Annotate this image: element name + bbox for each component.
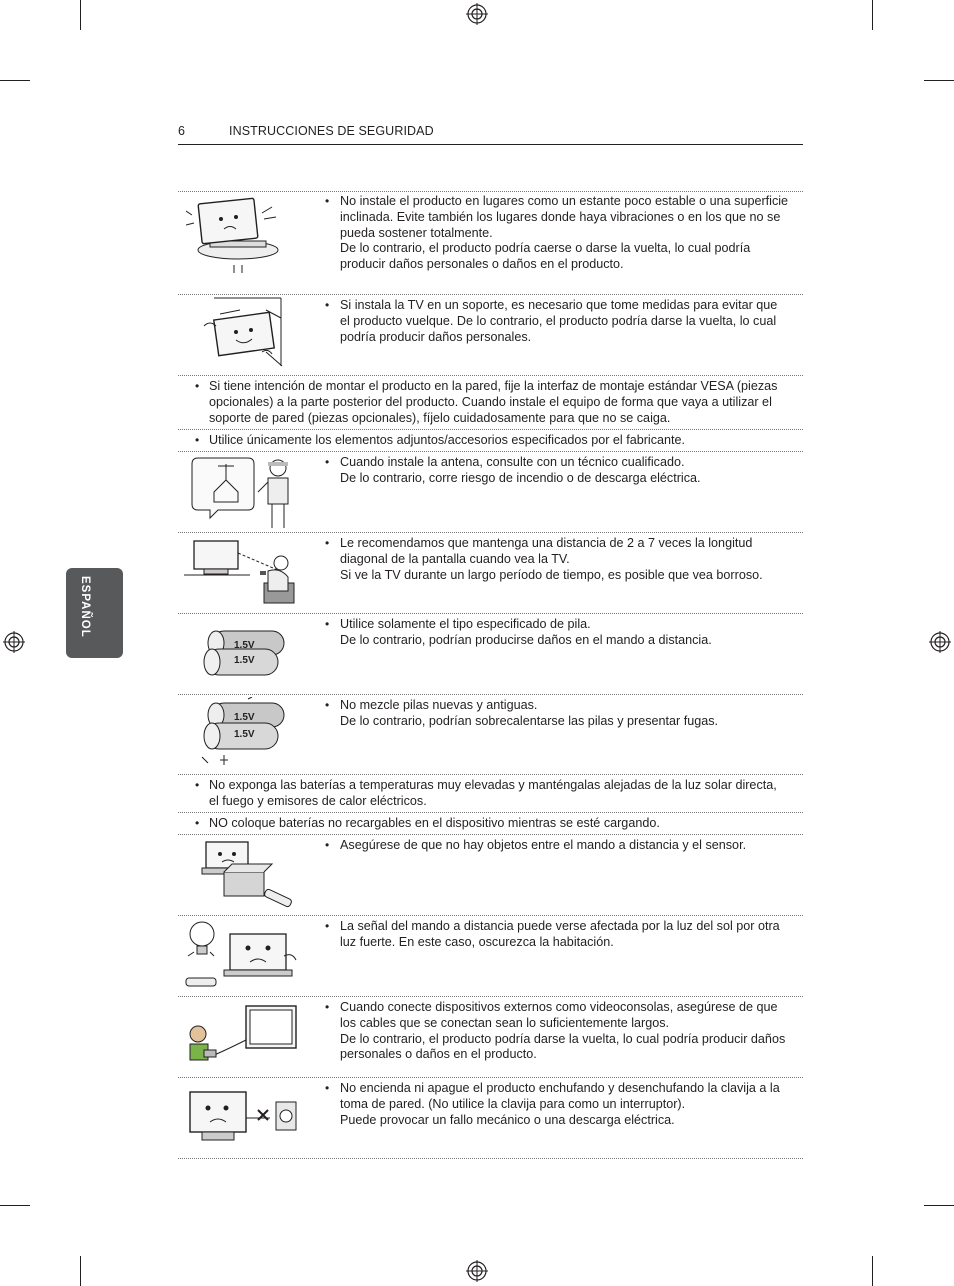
bullet: •	[325, 838, 330, 852]
row-divider	[178, 694, 803, 695]
language-tab-label: ESPAÑOL	[79, 576, 91, 638]
registration-mark-icon	[3, 631, 25, 653]
row-divider	[178, 996, 803, 997]
safety-item-text: Utilice únicamente los elementos adjuntos/accesorios especificados por el fabricante.	[209, 433, 686, 447]
bullet: •	[325, 698, 330, 712]
language-tab	[66, 568, 123, 658]
row-divider	[178, 1158, 803, 1159]
game-console-cable-icon	[184, 1000, 300, 1070]
technician-antenna-icon	[188, 452, 296, 532]
battery-label: 1.5V	[234, 640, 255, 651]
safety-item-text: Si tiene intención de montar el producto en la pared, fije la interfaz de montaje estándar VESA (piezas opcionales) a la parte posterior del producto. Cuando instale el equipo de forma que vaya a utilizar el soporte de pared (piezas opcionales), fíjelo cuidadosamente para que no se caiga.	[209, 379, 778, 425]
bullet: •	[325, 919, 330, 933]
item-line: Cuando instale la antena, consulte con un técnico cualificado.	[340, 455, 685, 469]
page-number: 6	[178, 124, 185, 138]
item-line: Le recomendamos que mantenga una distancia de 2 a 7 veces la longitud diagonal de la pantalla cuando vea la TV.	[340, 536, 753, 566]
bullet: •	[325, 455, 330, 469]
item-line: Puede provocar un fallo mecánico o una descarga eléctrica.	[340, 1112, 675, 1127]
item-line: No instale el producto en lugares como un estante poco estable o una superficie inclinada. Evite también los lugares donde haya vibraciones o en los que no se pueda sostener totalmente.	[340, 194, 789, 240]
section-title: INSTRUCCIONES DE SEGURIDAD	[229, 124, 434, 138]
item-line: Utilice solamente el tipo especificado de pila.	[340, 617, 591, 631]
bullet: •	[195, 379, 200, 393]
row-divider	[178, 375, 803, 376]
item-line: De lo contrario, podrían sobrecalentarse las pilas y presentar fugas.	[340, 713, 719, 728]
row-divider	[178, 834, 803, 835]
item-line: De lo contrario, el producto podría caerse o darse la vuelta, lo cual podría producir daños personales o daños en el producto.	[340, 241, 751, 272]
battery-label: 1.5V	[234, 712, 255, 723]
crop-mark	[872, 1256, 873, 1286]
safety-item-text	[340, 617, 790, 649]
bullet: •	[325, 1081, 330, 1095]
safety-item-text: Asegúrese de que no hay objetos entre el mando a distancia y el sensor.	[340, 838, 747, 852]
safety-item-text	[340, 698, 790, 730]
bullet: •	[195, 778, 200, 792]
row-divider	[178, 812, 803, 813]
batteries-old-new-icon	[196, 697, 290, 769]
bullet: •	[325, 1000, 330, 1014]
safety-item-text: No exponga las baterías a temperaturas muy elevadas y manténgalas alejadas de la luz solar directa, el fuego y emisores de calor eléctricos.	[209, 778, 777, 808]
item-line: No mezcle pilas nuevas y antiguas.	[340, 698, 538, 712]
battery-label: 1.5V	[234, 655, 255, 666]
item-line: Cuando conecte dispositivos externos como videoconsolas, asegúrese de que los cables que se conectan sean lo suficientemente largos.	[340, 1000, 778, 1030]
bullet: •	[325, 617, 330, 631]
tv-on-unstable-shelf-icon	[186, 193, 296, 275]
safety-item-text	[340, 1000, 790, 1063]
row-divider	[178, 429, 803, 430]
safety-item-text	[340, 194, 790, 273]
tv-secured-to-wall-icon	[196, 296, 296, 374]
crop-mark	[80, 0, 81, 30]
item-line: De lo contrario, corre riesgo de incendio o de descarga eléctrica.	[340, 470, 701, 485]
crop-mark	[924, 1205, 954, 1206]
viewer-distance-icon	[184, 533, 299, 611]
header-rule	[178, 144, 803, 145]
item-line: De lo contrario, podrían producirse daños en el mando a distancia.	[340, 632, 712, 647]
bullet: •	[325, 298, 330, 312]
safety-item-text: NO coloque baterías no recargables en el dispositivo mientras se esté cargando.	[209, 816, 660, 830]
crop-mark	[0, 1205, 30, 1206]
battery-label: 1.5V	[234, 729, 255, 740]
item-line: No encienda ni apague el producto enchufando y desenchufando la clavija a la toma de pared. (No utilice la clavija para como un interruptor).	[340, 1081, 780, 1111]
item-line: De lo contrario, el producto podría darse la vuelta, lo cual podría producir daños personales o daños en el producto.	[340, 1031, 786, 1062]
row-divider	[178, 191, 803, 192]
row-divider	[178, 774, 803, 775]
row-divider	[178, 1077, 803, 1078]
registration-mark-icon	[929, 631, 951, 653]
remote-bright-light-icon	[184, 916, 300, 994]
bullet: •	[325, 536, 330, 550]
safety-item-text	[340, 536, 790, 583]
safety-item-text: Si instala la TV en un soporte, es necesario que tome medidas para evitar que el producto vuelque. De lo contrario, el producto podría darse la vuelta, lo cual podría producir daños personales.	[340, 298, 778, 344]
safety-item-text: La señal del mando a distancia puede verse afectada por la luz del sol por otra luz fuerte. En este caso, oscurezca la habitación.	[340, 919, 780, 949]
bullet: •	[195, 433, 200, 447]
registration-mark-icon	[466, 1260, 488, 1282]
batteries-icon	[200, 625, 290, 683]
crop-mark	[80, 1256, 81, 1286]
item-line: Si ve la TV durante un largo período de tiempo, es posible que vea borroso.	[340, 567, 763, 582]
row-divider	[178, 294, 803, 295]
crop-mark	[872, 0, 873, 30]
registration-mark-icon	[466, 3, 488, 25]
crop-mark	[0, 80, 30, 81]
bullet: •	[195, 816, 200, 830]
row-divider	[178, 613, 803, 614]
bullet: •	[325, 194, 330, 208]
plug-as-switch-icon	[184, 1088, 300, 1146]
crop-mark	[924, 80, 954, 81]
safety-item-text	[340, 1081, 790, 1128]
safety-item-text	[340, 455, 790, 487]
remote-blocked-icon	[194, 838, 298, 910]
